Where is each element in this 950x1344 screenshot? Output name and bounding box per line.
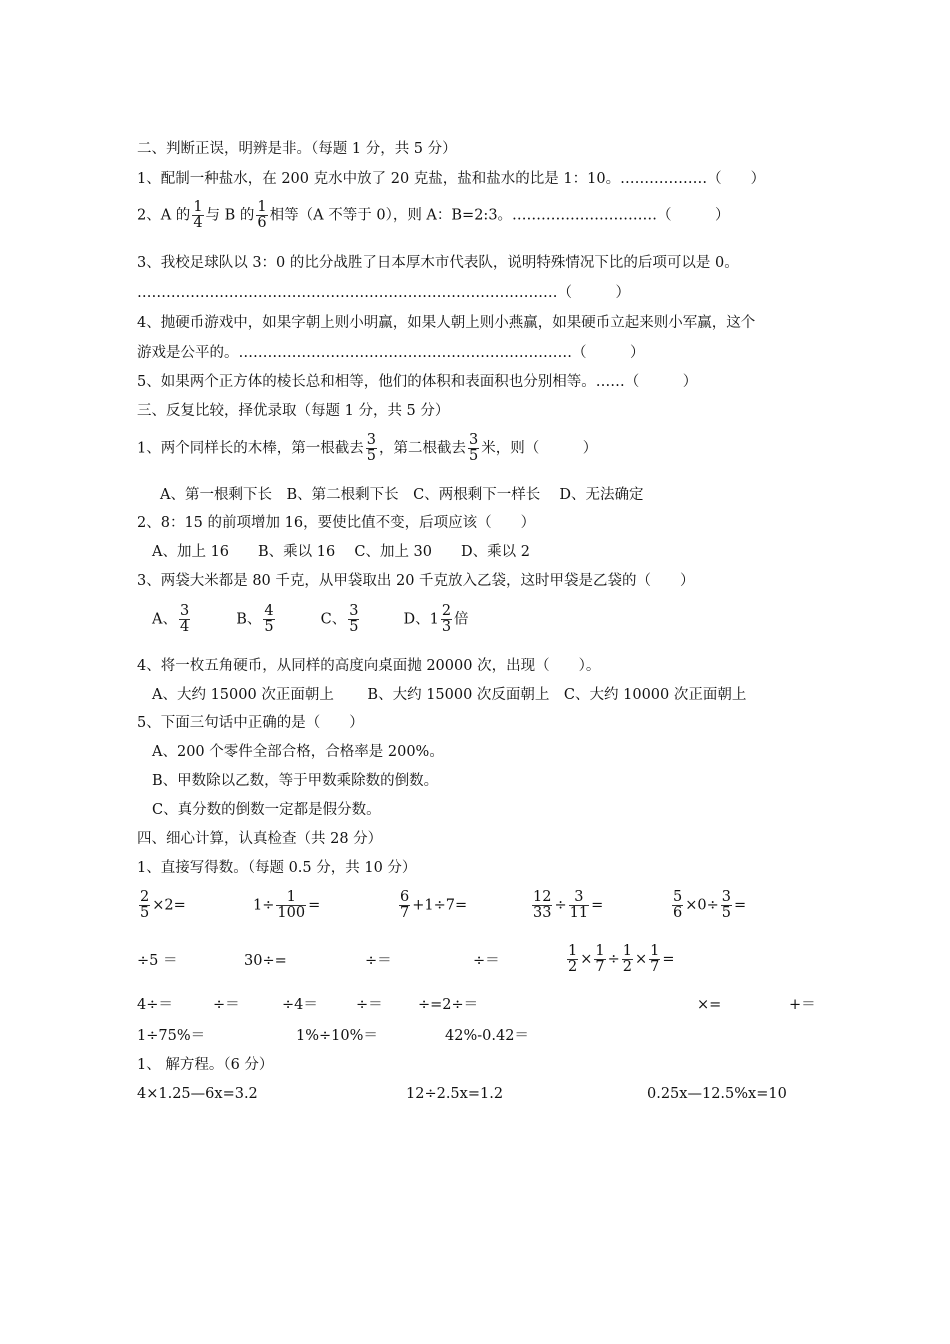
fraction [192, 200, 203, 231]
text-segment: × [635, 951, 648, 968]
calc-1 [137, 890, 186, 921]
denominator: 3 [441, 619, 452, 635]
fraction [276, 890, 306, 921]
section-3-title: 三、反复比较，择优录取（每题 1 分，共 5 分） [137, 403, 450, 419]
denominator: 6 [257, 215, 267, 231]
text-segment: C、 [320, 611, 347, 628]
numerator: 2 [140, 889, 150, 905]
numerator: 2 [441, 603, 452, 619]
numerator: 3 [468, 432, 479, 448]
fraction [567, 944, 578, 975]
fraction [139, 890, 150, 921]
calc-14: ÷＝ [356, 997, 383, 1013]
calc-15: ÷=2÷＝ [418, 997, 479, 1013]
s3-question-1 [137, 433, 597, 464]
denominator: 5 [366, 448, 376, 464]
numerator: 3 [179, 603, 190, 619]
s4-subsection-1: 1、直接写得数。（每题 0.5 分，共 10 分） [137, 860, 417, 876]
calc-8: ÷＝ [365, 953, 392, 969]
fraction [263, 604, 274, 635]
calc-17: +＝ [789, 997, 816, 1013]
denominator: 7 [595, 959, 605, 975]
text-segment: × [580, 951, 593, 968]
numerator: 1 [622, 943, 633, 959]
numerator: 1 [276, 890, 306, 906]
numerator: 1 [568, 943, 578, 959]
denominator: 100 [277, 905, 306, 921]
calc-20: 42%-0.42＝ [445, 1028, 529, 1044]
denominator: 2 [568, 959, 578, 975]
calc-2 [253, 890, 320, 921]
calc-7: 30÷= [244, 953, 287, 969]
text-segment: = [308, 897, 321, 914]
text-segment: 1÷ [253, 897, 275, 914]
fraction [721, 890, 732, 921]
text-segment: = [591, 897, 604, 914]
text-segment: = [734, 897, 747, 914]
text-segment: A、 [152, 611, 177, 628]
s2-question-2 [137, 200, 730, 231]
numerator: 1 [650, 943, 660, 959]
text-segment: ×0÷ [685, 897, 719, 914]
denominator: 6 [673, 905, 683, 921]
text-segment: D、1 [403, 611, 439, 628]
calc-10 [565, 944, 675, 975]
text-segment: 相等（A 不等于 0），则 A：B=2:3。…………………………（ ） [269, 207, 730, 224]
numerator: 6 [400, 889, 410, 905]
numerator: 5 [673, 889, 683, 905]
text-segment: 1、两个同样长的木棒，第一根截去 [137, 440, 364, 457]
denominator: 4 [179, 619, 190, 635]
s3-question-3-options [152, 604, 469, 635]
fraction [594, 944, 605, 975]
s3-question-5-option-a: A、200 个零件全部合格，合格率是 200%。 [152, 744, 444, 760]
calc-16: ×= [697, 997, 722, 1013]
s3-question-5-option-b: B、甲数除以乙数，等于甲数乘除数的倒数。 [152, 773, 439, 789]
calc-19: 1%÷10%＝ [296, 1028, 378, 1044]
calc-4 [530, 890, 603, 921]
calc-12: ÷＝ [213, 997, 240, 1013]
text-segment: +1÷7= [412, 897, 468, 914]
text-segment: 与 B 的 [205, 207, 255, 224]
s2-question-1: 1、配制一种盐水，在 200 克水中放了 20 克盐，盐和盐水的比是 1：10。………………（ ） [137, 171, 766, 187]
equation-3: 0.25x—12.5%x=10 [647, 1086, 787, 1102]
fraction [179, 604, 190, 635]
numerator: 3 [721, 889, 731, 905]
s3-question-4-options: A、大约 15000 次正面朝上 B、大约 15000 次反面朝上 C、大约 10000 次正面朝上 [152, 687, 747, 703]
section-2-title: 二、判断正误，明辨是非。（每题 1 分，共 5 分） [137, 141, 457, 157]
fraction [622, 944, 633, 975]
denominator: 7 [650, 959, 660, 975]
text-segment: = [662, 951, 675, 968]
text-segment: ×2= [152, 897, 186, 914]
s3-question-2: 2、8：15 的前项增加 16，要使比值不变，后项应该（ ） [137, 515, 536, 531]
fraction [468, 433, 479, 464]
calc-5 [670, 890, 746, 921]
numerator: 1 [595, 943, 605, 959]
s3-question-4: 4、将一枚五角硬币，从同样的高度向桌面抛 20000 次，出现（ ）。 [137, 658, 601, 674]
numerator: 4 [264, 603, 274, 619]
denominator: 4 [193, 215, 203, 231]
s2-question-3-line1: 3、我校足球队以 3：0 的比分战胜了日本厚木市代表队，说明特殊情况下比的后项可以是 0。 [137, 255, 739, 271]
text-segment: 米，则（ ） [481, 440, 598, 457]
calc-3 [397, 890, 467, 921]
text-segment: 2、A 的 [137, 207, 191, 224]
s4-subsection-2: 1、 解方程。（6 分） [137, 1057, 274, 1073]
s2-question-5: 5、如果两个正方体的棱长总和相等，他们的体积和表面积也分别相等。……（ ） [137, 374, 698, 390]
s3-question-2-options: A、加上 16 B、乘以 16 C、加上 30 D、乘以 2 [152, 544, 530, 560]
s2-question-3-line2: ……………………………………………………………………………（ ） [137, 285, 630, 301]
denominator: 33 [533, 905, 552, 921]
numerator: 3 [366, 432, 376, 448]
fraction [532, 890, 552, 921]
text-segment: B、 [236, 611, 262, 628]
calc-18: 1÷75%＝ [137, 1028, 206, 1044]
fraction [366, 433, 377, 464]
s3-question-5-option-c: C、真分数的倒数一定都是假分数。 [152, 802, 381, 818]
s2-question-4-line2: 游戏是公平的。……………………………………………………………（ ） [137, 345, 645, 361]
denominator: 11 [569, 905, 589, 921]
s3-question-3: 3、两袋大米都是 80 千克，从甲袋取出 20 千克放入乙袋，这时甲袋是乙袋的（ ） [137, 573, 695, 589]
numerator: 1 [193, 199, 203, 215]
text-segment: 倍 [454, 611, 469, 628]
fraction [441, 604, 452, 635]
s3-question-1-options: A、第一根剩下长 B、第二根剩下长 C、两根剩下一样长 D、无法确定 [160, 487, 644, 503]
s3-question-5: 5、下面三句话中正确的是（ ） [137, 715, 364, 731]
denominator: 5 [468, 448, 479, 464]
calc-9: ÷＝ [473, 953, 500, 969]
denominator: 2 [622, 959, 633, 975]
s2-question-4-line1: 4、抛硬币游戏中，如果字朝上则小明赢，如果人朝上则小燕赢，如果硬币立起来则小军赢，这个 [137, 315, 756, 331]
calc-11: 4÷＝ [137, 997, 173, 1013]
calc-13: ÷4＝ [282, 997, 318, 1013]
equation-1: 4×1.25—6x=3.2 [137, 1086, 258, 1102]
text-segment: ÷ [607, 951, 620, 968]
fraction [672, 890, 683, 921]
numerator: 3 [349, 603, 359, 619]
numerator: 3 [569, 890, 589, 906]
denominator: 5 [140, 905, 150, 921]
section-4-title: 四、细心计算，认真检查（共 28 分） [137, 831, 383, 847]
denominator: 5 [349, 619, 359, 635]
numerator: 12 [533, 889, 552, 905]
text-segment: ÷ [554, 897, 567, 914]
calc-6: ÷5 ＝ [137, 953, 178, 969]
equation-2: 12÷2.5x=1.2 [406, 1086, 504, 1102]
text-segment: ，第二根截去 [378, 440, 466, 457]
denominator: 5 [264, 619, 274, 635]
denominator: 5 [721, 905, 731, 921]
fraction [256, 200, 267, 231]
fraction [399, 890, 410, 921]
fraction [649, 944, 660, 975]
denominator: 7 [400, 905, 410, 921]
numerator: 1 [257, 199, 267, 215]
fraction [348, 604, 359, 635]
fraction [569, 890, 589, 921]
